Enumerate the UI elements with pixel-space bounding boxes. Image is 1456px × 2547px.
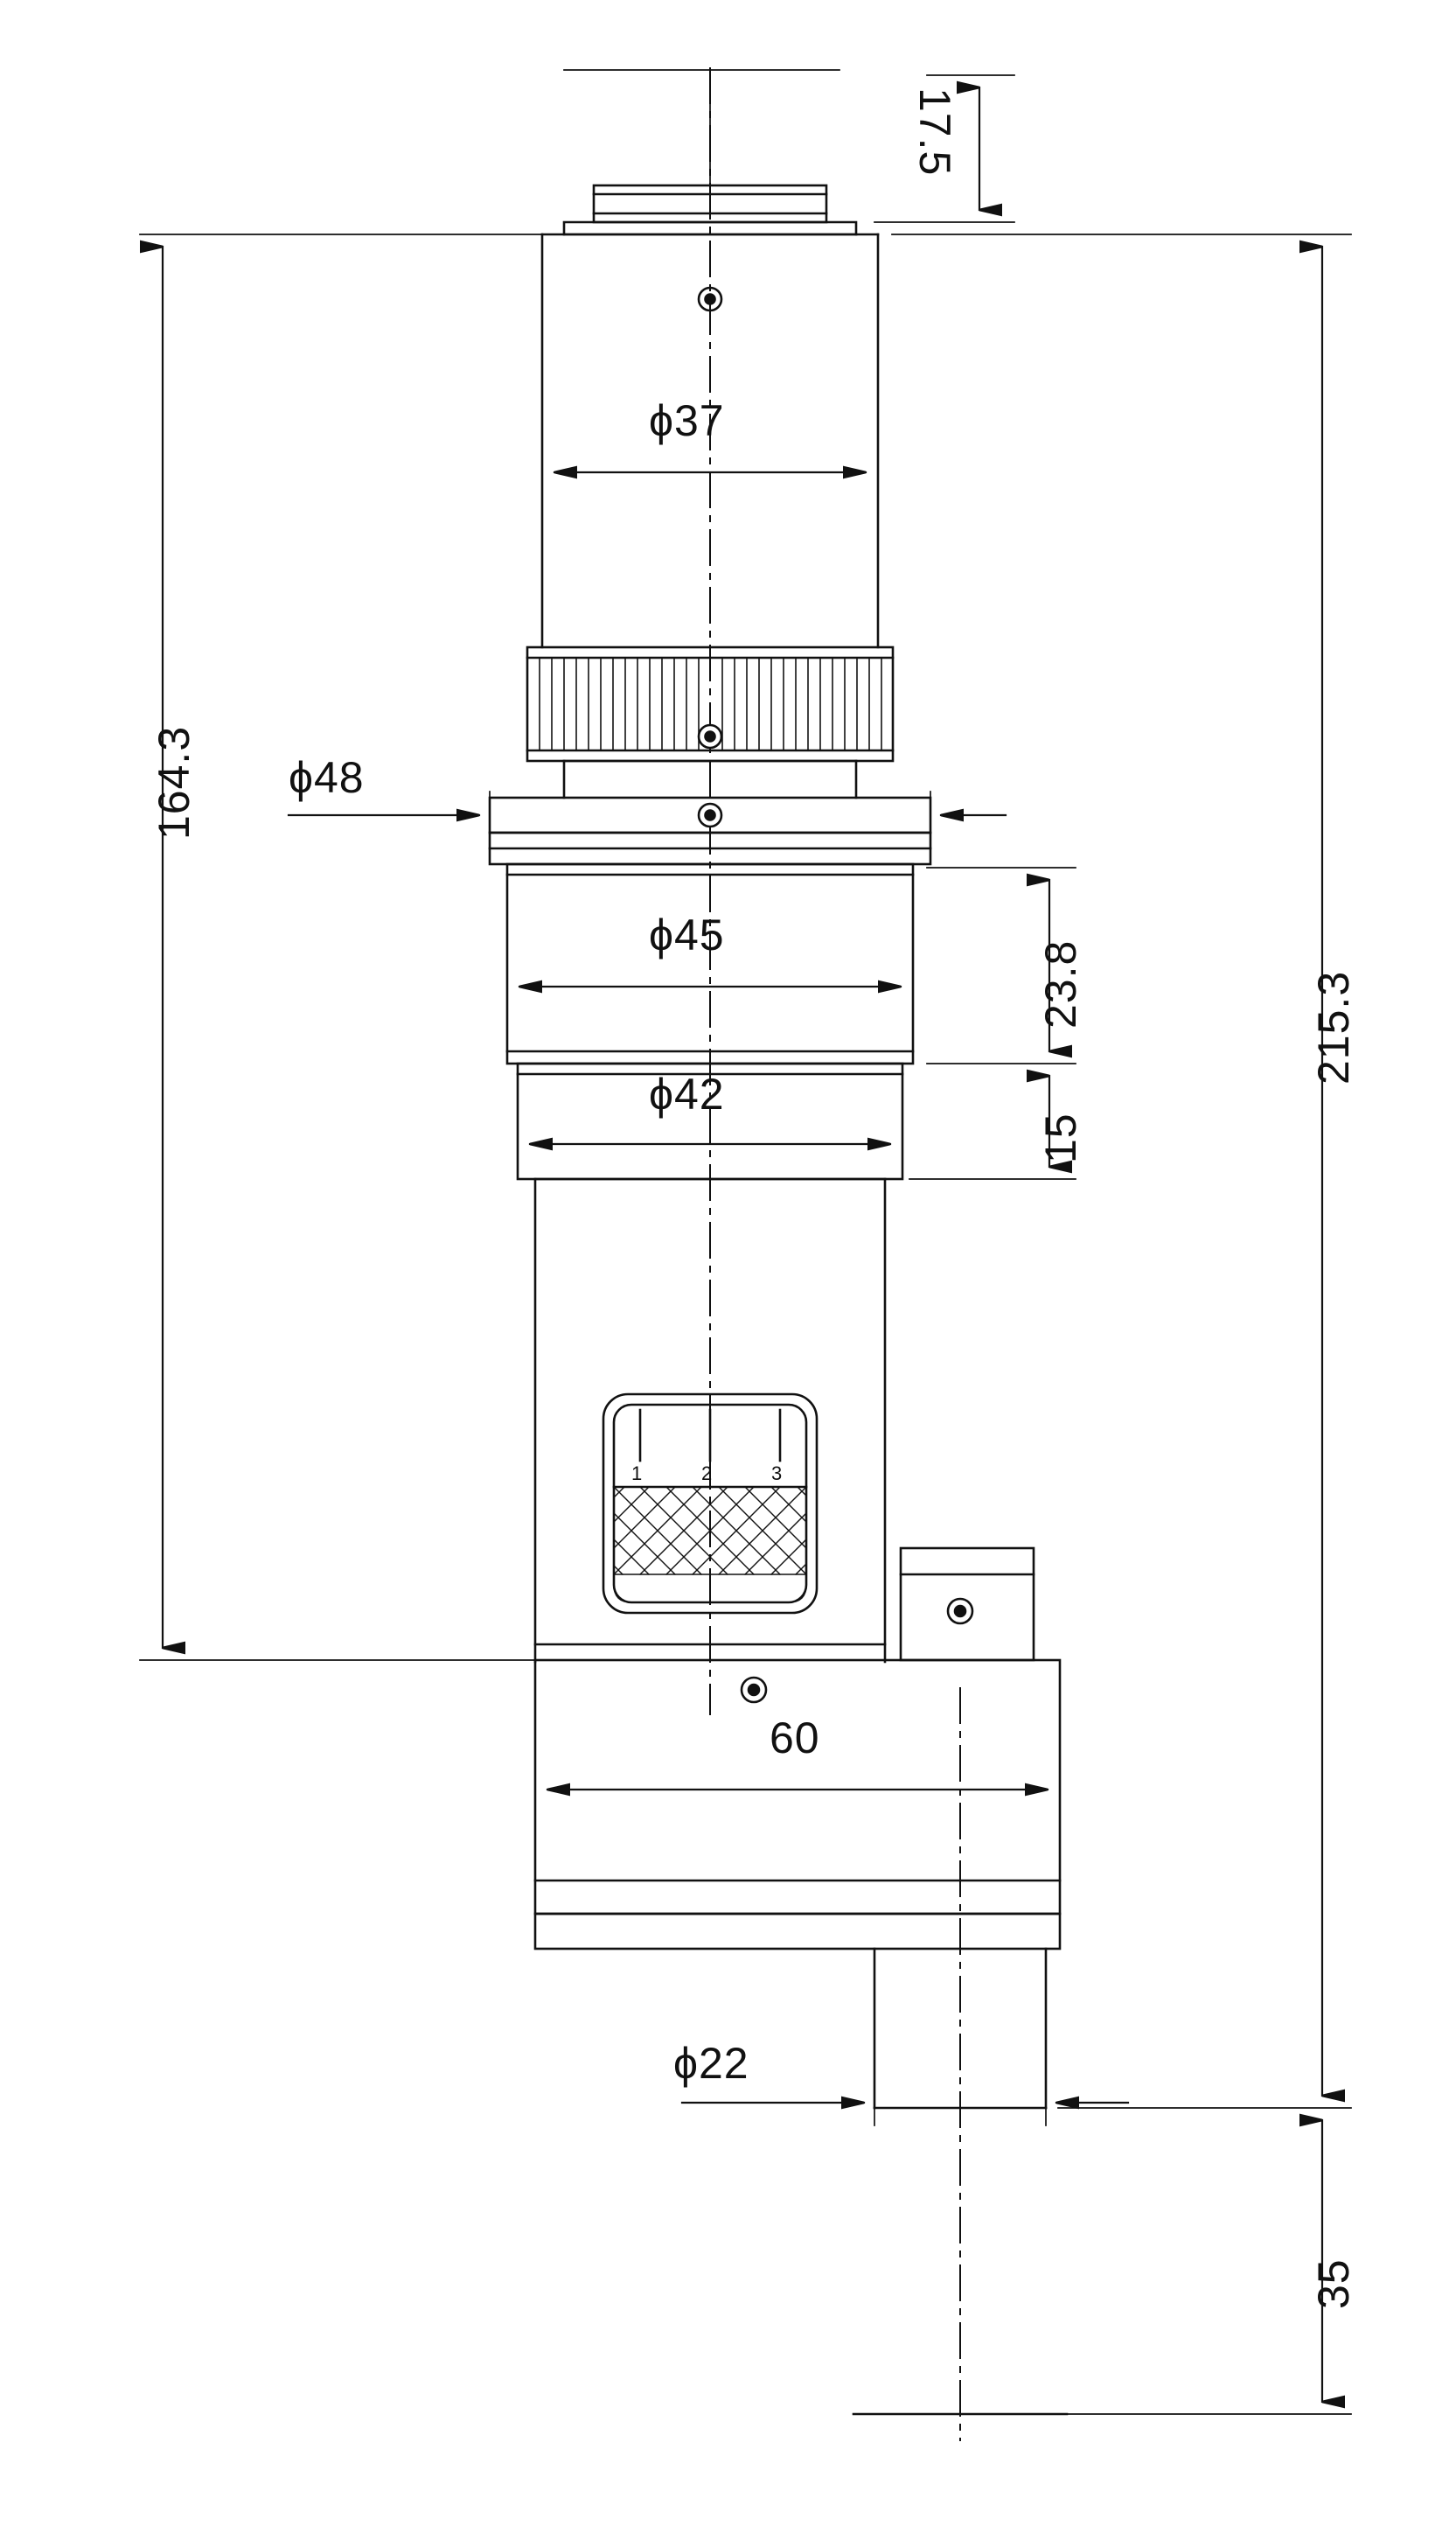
dimension-label-15: 15 xyxy=(1036,1113,1085,1163)
dimension-label-35: 35 xyxy=(1309,2258,1358,2309)
dimension-label-48: ϕ48 xyxy=(289,753,365,802)
dimension-label-42: ϕ42 xyxy=(649,1070,725,1119)
knurled-ring-screw xyxy=(699,725,721,748)
dimension-label-23_8: 23.8 xyxy=(1036,939,1085,1029)
dimension-label-37: ϕ37 xyxy=(649,396,725,445)
dimension-label-45: ϕ45 xyxy=(649,911,725,959)
flange-48 xyxy=(490,798,930,833)
dimension-label-164_3: 164.3 xyxy=(150,725,199,840)
dimension-label-215_3: 215.3 xyxy=(1309,970,1358,1085)
side-block xyxy=(901,1548,1034,1660)
dimension-label-17_5: 17.5 xyxy=(910,87,959,177)
dimension-label-60: 60 xyxy=(770,1713,820,1762)
base-block-lower-lip xyxy=(535,1914,1060,1949)
dimension-label-22: ϕ22 xyxy=(673,2039,749,2088)
scale-tick-1: 1 xyxy=(631,1462,644,1484)
scale-tick-3: 3 xyxy=(771,1462,784,1484)
scale-tick-2: 2 xyxy=(701,1462,714,1484)
base-block xyxy=(535,1660,1060,1914)
